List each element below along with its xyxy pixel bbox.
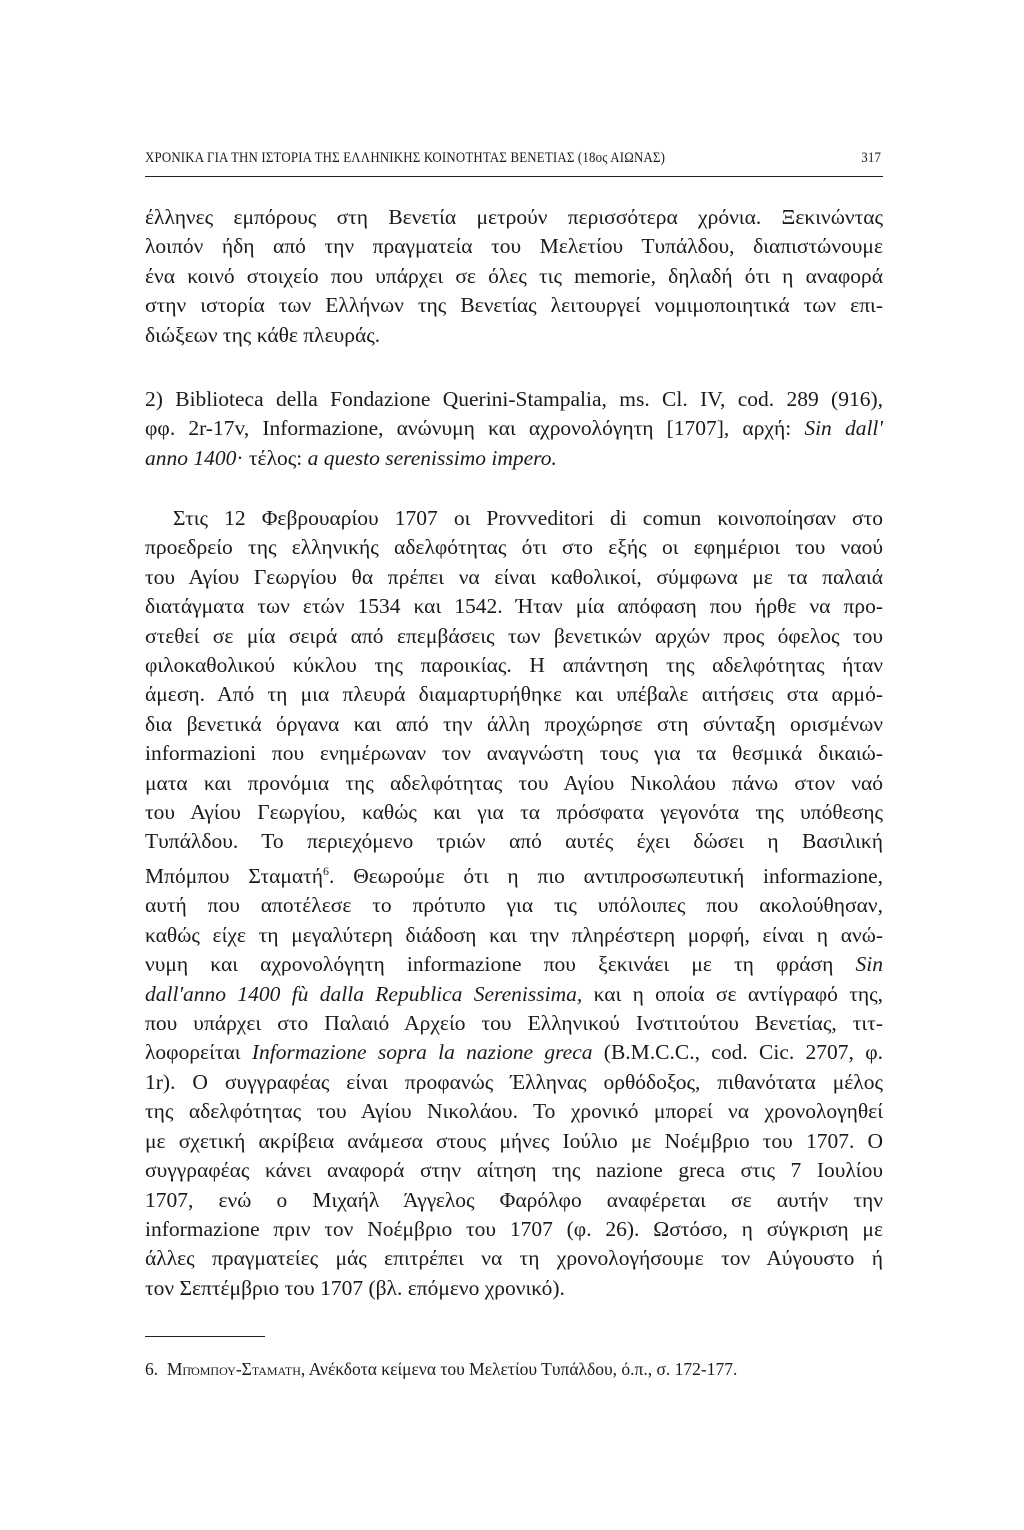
text-line: δια βενετικά όργανα και από την άλλη προχώρησε στη σύνταξη ορισμένων — [145, 711, 883, 736]
citation-text: · τέλος: — [236, 445, 308, 470]
text-line: ματα και προνόμια της αδελφότητας του Αγίου Νικολάου πάνω στον ναό — [145, 770, 883, 795]
footnote-author: Μπόμπου-Σταματη — [166, 1359, 301, 1379]
text-line — [145, 980, 883, 1009]
incipit-italic: anno 1400 — [145, 445, 237, 470]
book-page — [145, 0, 883, 1530]
text-line: στην ιστορία των Ελλήνων της Βενετίας λειτουργεί νομιμοποιητικά των επι- — [145, 293, 883, 318]
incipit-italic: Sin dall' — [804, 416, 883, 441]
text-line: 1707, ενώ ο Μιχαήλ Άγγελος Φαρόλφο αναφέρεται σε αυτήν την — [145, 1187, 883, 1212]
footnote-marker[interactable]: 6 — [323, 863, 330, 878]
text-segment: και η οποία σε αντίγραφό της, — [582, 981, 883, 1006]
text-line — [145, 444, 883, 473]
footnote-text: , Ανέκδοτα κείμενα του Μελετίου Τυπάλδου, ό.π., σ. 172-177. — [300, 1359, 738, 1379]
text-line — [145, 1038, 883, 1067]
text-line: του Αγίου Γεωργίου, καθώς και για τα πρόσφατα γεγονότα της υπόθεσης — [145, 800, 883, 825]
text-line: με σχετική ακρίβεια ανάμεσα στους μήνες Ιούλιο με Νοέμβριο του 1707. Ο — [145, 1128, 883, 1153]
incipit-italic: dall'anno 1400 fù dalla Republica Serenissima, — [145, 981, 583, 1006]
text-line: Τυπάλδου. Το περιεχόμενο τριών από αυτές έχει δώσει η Βασιλική — [145, 829, 883, 854]
text-line: Στις 12 Φεβρουαρίου 1707 οι Provveditori di comun κοινοποίησαν στο — [173, 506, 883, 530]
text-segment: λοφορείται — [145, 1040, 252, 1065]
text-line: έλληνες εμπόρους στη Βενετία μετρούν περισσότερα χρόνια. Ξεκινώντας — [145, 205, 883, 229]
text-line: προεδρείο της ελληνικής αδελφότητας ότι στο εξής οι εφημέριοι του ναού — [145, 535, 883, 560]
incipit-italic: Sin — [855, 952, 883, 977]
text-line — [145, 950, 883, 979]
running-header — [145, 150, 883, 167]
text-line: καθώς είχε τη μεγαλύτερη διάδοση και την πληρέστερη μορφή, είναι η ανώ- — [145, 922, 883, 947]
main-paragraph — [145, 504, 883, 1303]
text-segment: . Θεωρούμε ότι η πιο αντιπροσωπευτική informazione, — [329, 864, 884, 889]
text-line: φιλοκαθολικού κύκλου της παροικίας. Η απάντηση της αδελφότητας ήταν — [145, 653, 883, 678]
header-rule — [145, 176, 883, 177]
text-segment: (B.M.C.C., cod. Cic. 2707, φ. — [592, 1040, 883, 1065]
text-line: διατάγματα των ετών 1534 και 1542. Ήταν μία απόφαση που ήρθε να προ- — [145, 594, 883, 619]
footnote-number: 6. — [145, 1359, 159, 1379]
text-line: που υπάρχει στο Παλαιό Αρχείο του Ελληνικού Ινστιτούτου Βενετίας, τιτ- — [145, 1011, 883, 1036]
text-line: τον Σεπτέμβριο του 1707 (βλ. επόμενο χρονικό). — [145, 1275, 565, 1300]
text-line: συγγραφέας κάνει αναφορά στην αίτηση της nazione greca στις 7 Ιουλίου — [145, 1158, 883, 1183]
running-title: ΧΡΟΝΙΚΑ ΓΙΑ ΤΗΝ ΙΣΤΟΡΙΑ ΤΗΣ ΕΛΛΗΝΙΚΗΣ ΚΟΙΝΟΤΗΤΑΣ ΒΕΝΕΤΙΑΣ (18ος ΑΙΩΝΑΣ) — [145, 150, 666, 166]
paragraph-continuation — [145, 203, 883, 350]
text-segment: νυμη και αχρονολόγητη informazione που ξεκινάει με τη φράση — [145, 952, 856, 977]
text-line: informazione πριν τον Νοέμβριο του 1707 (φ. 26). Ωστόσο, η σύγκριση με — [145, 1216, 883, 1241]
text-line: 2) Biblioteca della Fondazione Querini-Stampalia, ms. Cl. IV, cod. 289 (916), — [145, 387, 883, 411]
text-line: informazioni που ενημέρωναν τον αναγνώστη τους για τα θεσμικά δικαιώ- — [145, 741, 883, 766]
manuscript-citation — [145, 385, 883, 473]
footnote — [145, 1358, 883, 1380]
text-line: ένα κοινό στοιχείο που υπάρχει σε όλες τις memorie, δηλαδή ότι η αναφορά — [145, 263, 883, 288]
text-line: άμεση. Από τη μια πλευρά διαμαρτυρήθηκε και υπέβαλε αιτήσεις στα αρμό- — [145, 682, 883, 707]
text-line: άλλες πραγματείες μάς επιτρέπει να τη χρονολογήσουμε τον Αύγουστο ή — [145, 1246, 883, 1271]
explicit-italic: a questo serenissimo impero. — [307, 445, 557, 470]
document-title-italic: Informazione sopra la nazione greca — [251, 1040, 593, 1065]
citation-text: φφ. 2r-17v, Informazione, ανώνυμη και αχρονολόγητη [1707], αρχή: — [145, 416, 805, 441]
text-line — [145, 857, 883, 892]
text-line: αυτή που αποτέλεσε το πρότυπο για τις υπόλοιπες που ακολούθησαν, — [145, 893, 883, 918]
page-number: 317 — [861, 150, 882, 166]
text-line — [145, 414, 883, 443]
footnote-rule — [145, 1336, 265, 1337]
text-line: της αδελφότητας του Αγίου Νικολάου. Το χρονικό μπορεί να χρονολογηθεί — [145, 1099, 883, 1124]
text-line: στεθεί σε μία σειρά από επεμβάσεις των βενετικών αρχών προς όφελος του — [145, 623, 883, 648]
text-line: διώξεων της κάθε πλευράς. — [145, 322, 381, 347]
text-line: του Αγίου Γεωργίου θα πρέπει να είναι καθολικοί, σύμφωνα με τα παλαιά — [145, 564, 883, 589]
text-segment: Μπόμπου Σταματή — [145, 864, 324, 889]
text-line: λοιπόν ήδη από την πραγματεία του Μελετίου Τυπάλδου, διαπιστώνουμε — [145, 234, 883, 259]
text-line: 1r). Ο συγγραφέας είναι προφανώς Έλληνας ορθόδοξος, πιθανότατα μέλος — [145, 1069, 883, 1094]
